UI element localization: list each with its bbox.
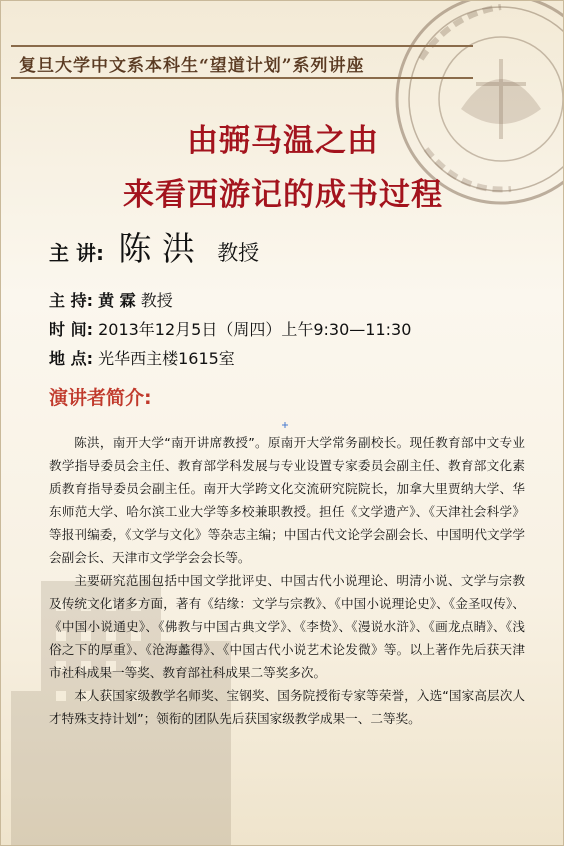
time-label: 时 间: xyxy=(49,320,93,339)
intro-paragraph: 陈洪，南开大学“南开讲席教授”。原南开大学常务副校长。现任教育部中文专业教学指导委员会主任、教育部学科发展与专业设置专家委员会副主任、教育部文化素质教育指导委员会副主任。南开大学跨文化交流研究院院长，加拿大里贾纳大学、华东师范大学、哈尔滨工业大学等多校兼职教授。担任《文学遗产》、《天津社会科学》等报刊编委，《文学与文化》等杂志主编；中国古代文论学会副会长、中国明代文学学会副会长、天津市文学学会会长等。 xyxy=(49,435,525,565)
speaker-label: 主 讲: xyxy=(49,241,104,265)
speaker-name: 陈 洪 xyxy=(118,229,195,268)
place-label: 地 点: xyxy=(49,349,93,368)
time-row xyxy=(49,317,411,340)
series-banner-text: 复旦大学中文系本科生“望道计划”系列讲座 xyxy=(19,56,365,76)
series-banner xyxy=(11,45,473,79)
lecture-title-line2: 来看西游记的成书过程 xyxy=(123,177,443,213)
intro-body xyxy=(49,431,525,730)
sparkle-icon xyxy=(282,422,288,428)
intro-paragraph: 本人获国家级教学名师奖、宝钢奖、国务院授衔专家等荣誉，入选“国家高层次人才特殊支持计划”；领衔的团队先后获国家级教学成果一、二等奖。 xyxy=(49,688,525,726)
speaker-title: 教授 xyxy=(217,241,260,265)
time-value: 2013年12月5日（周四）上午9:30—11:30 xyxy=(98,320,412,339)
place-row xyxy=(49,346,235,369)
host-label: 主 持: xyxy=(49,291,93,310)
place-value: 光华西主楼1615室 xyxy=(98,349,235,368)
lecture-title-line1: 由弼马温之由 xyxy=(187,123,379,159)
host-row xyxy=(49,288,173,311)
intro-heading: 演讲者简介: xyxy=(49,387,152,409)
host-name: 黄 霖 xyxy=(98,291,136,310)
host-title: 教授 xyxy=(140,291,173,310)
intro-paragraph: 主要研究范围包括中国文学批评史、中国古代小说理论、明清小说、文学与宗教及传统文化诸多方面，著有《结缘：文学与宗教》、《中国小说理论史》、《金圣叹传》、《中国小说通史》、《佛教与中国古典文学》、《李贽》、《漫说水浒》、《画龙点睛》、《浅俗之下的厚重》、《沧海蠡得》、《中国古代小说艺术论发微》等。以上著作先后获天津市社科成果一等奖、教育部社科成果二等奖多次。 xyxy=(49,573,525,680)
speaker-row xyxy=(49,223,259,270)
